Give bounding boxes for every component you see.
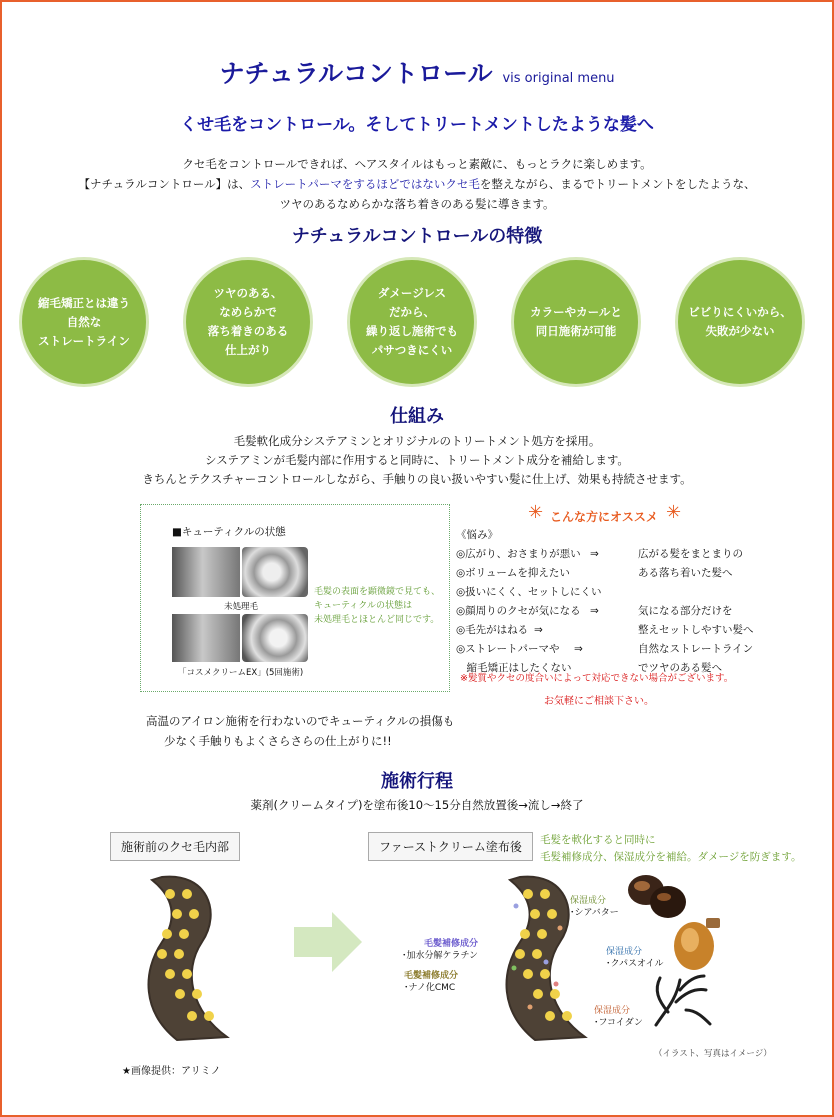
mechanism-line-1: 毛髪軟化成分システアミンとオリジナルのトリートメント処方を採用。 bbox=[233, 434, 601, 448]
repair-title-2: 毛髪補修成分 bbox=[404, 971, 459, 981]
moist-name-2: ･クパスオイル bbox=[606, 959, 664, 969]
mechanism-heading: 仕組み bbox=[390, 406, 444, 427]
recommend-left: ◎ストレートパーマや bbox=[456, 643, 560, 655]
process-hint-line-1: 毛髪を軟化すると同時に bbox=[540, 834, 656, 846]
knot-photo-untreated bbox=[242, 547, 308, 597]
recommend-right: ある落ち着いた髪へ bbox=[638, 567, 733, 579]
page-title bbox=[2, 54, 832, 90]
mechanism-text bbox=[2, 432, 832, 489]
asterisk-icon-right: ✳ bbox=[666, 502, 682, 523]
process-heading: 施術行程 bbox=[381, 771, 453, 792]
moist-title-2: 保湿成分 bbox=[606, 947, 643, 957]
recommend-left: ◎毛先がはねる bbox=[456, 624, 529, 636]
intro-line-3: ツヤのあるなめらかな落ち着きのある髪に導きます。 bbox=[279, 197, 555, 211]
cuticle-caption-untreated: 未処理毛 bbox=[224, 602, 259, 612]
feature-circle-4: カラーやカールと 同日施術が可能 bbox=[514, 260, 638, 384]
moist-name-1: ･シアバター bbox=[570, 908, 619, 918]
recommend-right: 自然なストレートライン bbox=[638, 643, 754, 655]
feature-circle-3: ダメージレス だから、 繰り返し施術でも パサつきにくい bbox=[350, 260, 474, 384]
title-main: ナチュラルコントロール bbox=[219, 59, 493, 88]
mechanism-line-2: システアミンが毛髪内部に作用すると同時に、トリートメント成分を補給します。 bbox=[205, 453, 629, 467]
repair-title-1: 毛髪補修成分 bbox=[424, 939, 479, 949]
arrow-icon: ⇒ bbox=[574, 643, 583, 655]
recommend-right: 広がる髪をまとまりの bbox=[638, 548, 743, 560]
cuticle-caption-treated: 「コスメクリームEX」(5回施術) bbox=[178, 668, 304, 678]
consult-note: お気軽にご相談下さい。 bbox=[544, 696, 654, 707]
asterisk-icon-left: ✳ bbox=[528, 502, 544, 523]
moist-title-3: 保湿成分 bbox=[594, 1006, 631, 1016]
intro-line-2a: 【ナチュラルコントロール】は、 bbox=[78, 177, 251, 191]
moist-label-2 bbox=[606, 946, 664, 970]
heat-note bbox=[146, 711, 454, 751]
recommend-title: こんな方にオススメ bbox=[550, 510, 658, 524]
intro-line-1: クセ毛をコントロールできれば、ヘアスタイルはもっと素敵に、もっとラクに楽しめます。 bbox=[182, 157, 652, 171]
process-subtitle: 薬剤(クリームタイプ)を塗布後10～15分自然放置後→流し→終了 bbox=[250, 798, 584, 812]
recommend-left: ◎扱いにくく、セットしにくい bbox=[456, 586, 602, 598]
recommend-label: 《悩み》 bbox=[456, 529, 498, 541]
knot-photo-treated bbox=[242, 614, 308, 662]
heat-note-line-2: 少なく手触りもよくさらさらの仕上がりに!! bbox=[164, 734, 392, 748]
feature-circle-1: 縮毛矯正とは違う 自然な ストレートライン bbox=[22, 260, 146, 384]
moist-label-1 bbox=[570, 895, 619, 919]
arrow-icon: ⇒ bbox=[534, 624, 543, 636]
moist-title-1: 保湿成分 bbox=[570, 896, 607, 906]
illustration-note: （イラスト、写真はイメージ） bbox=[654, 1049, 772, 1059]
seaweed-image bbox=[646, 970, 716, 1030]
recommend-left: ◎ボリュームを抑えたい bbox=[456, 567, 570, 579]
moist-label-3 bbox=[594, 1005, 643, 1029]
title-sub: vis original menu bbox=[502, 71, 615, 86]
moist-name-3: ･フコイダン bbox=[594, 1018, 643, 1028]
feature-circle-2: ツヤのある、 なめらかで 落ち着きのある 仕上がり bbox=[186, 260, 310, 384]
page-subtitle: くせ毛をコントロール。そしてトリートメントしたような髪へ bbox=[180, 115, 654, 135]
cuticle-note-line-3: 未処理毛とほとんど同じです。 bbox=[314, 615, 440, 625]
features-heading: ナチュラルコントロールの特徴 bbox=[291, 226, 543, 247]
after-label: ファーストクリーム塗布後 bbox=[368, 832, 533, 861]
hair-illustration-before bbox=[132, 872, 252, 1042]
arrow-right-icon bbox=[294, 912, 364, 972]
feature-circles bbox=[22, 257, 822, 387]
recommend-right: でツヤのある髪へ bbox=[638, 662, 722, 674]
cuticle-note-line-2: キューティクルの状態は bbox=[314, 601, 413, 611]
intro-text bbox=[2, 154, 832, 214]
recommend-right: 整えセットしやすい髪へ bbox=[638, 624, 754, 636]
image-credit: ★画像提供：アリミノ bbox=[122, 1066, 221, 1077]
recommend-left: ◎広がり、おさまりが悪い bbox=[456, 548, 581, 560]
arrow-icon: ⇒ bbox=[590, 548, 599, 560]
recommend-left: 縮毛矯正はしたくない bbox=[456, 662, 572, 674]
before-label: 施術前のクセ毛内部 bbox=[110, 832, 240, 861]
feature-circle-5: ビビりにくいから、 失敗が少ない bbox=[678, 260, 802, 384]
recommend-right: 気になる部分だけを bbox=[638, 605, 733, 617]
process-hint-line-2: 毛髪補修成分、保湿成分を補給。ダメージを防ぎます。 bbox=[540, 851, 802, 863]
cuticle-title: ■キューティクルの状態 bbox=[172, 526, 286, 538]
arrow-icon: ⇒ bbox=[590, 605, 599, 617]
cuticle-note-line-1: 毛髪の表面を顕微鏡で見ても、 bbox=[314, 587, 441, 597]
repair-label-2 bbox=[404, 970, 458, 994]
warning-note: ※髪質やクセの度合いによって対応できない場合がございます。 bbox=[460, 673, 734, 684]
repair-name-2: ･ナノ化CMC bbox=[404, 983, 456, 993]
process-hint bbox=[540, 832, 801, 866]
mechanism-line-3: きちんとテクスチャーコントロールしながら、手触りの良い扱いやすい髪に仕上げ、効果も持続させます。 bbox=[142, 472, 692, 486]
recommend-left: ◎顔周りのクセが気になる bbox=[456, 605, 581, 617]
kukui-nut-image bbox=[666, 914, 722, 974]
repair-label-1 bbox=[402, 938, 478, 962]
cuticle-note bbox=[314, 585, 440, 627]
intro-line-2 bbox=[2, 174, 832, 194]
heat-note-line-1: 高温のアイロン施術を行わないのでキューティクルの損傷も bbox=[146, 714, 455, 728]
cuticle-photo-treated bbox=[172, 614, 240, 662]
intro-line-2b: ストレートパーマをするほどではないクセ毛 bbox=[250, 177, 480, 191]
intro-line-2c: を整えながら、まるでトリートメントをしたような、 bbox=[479, 177, 756, 191]
repair-name-1: ･加水分解ケラチン bbox=[402, 951, 479, 961]
cuticle-photo-untreated bbox=[172, 547, 240, 597]
